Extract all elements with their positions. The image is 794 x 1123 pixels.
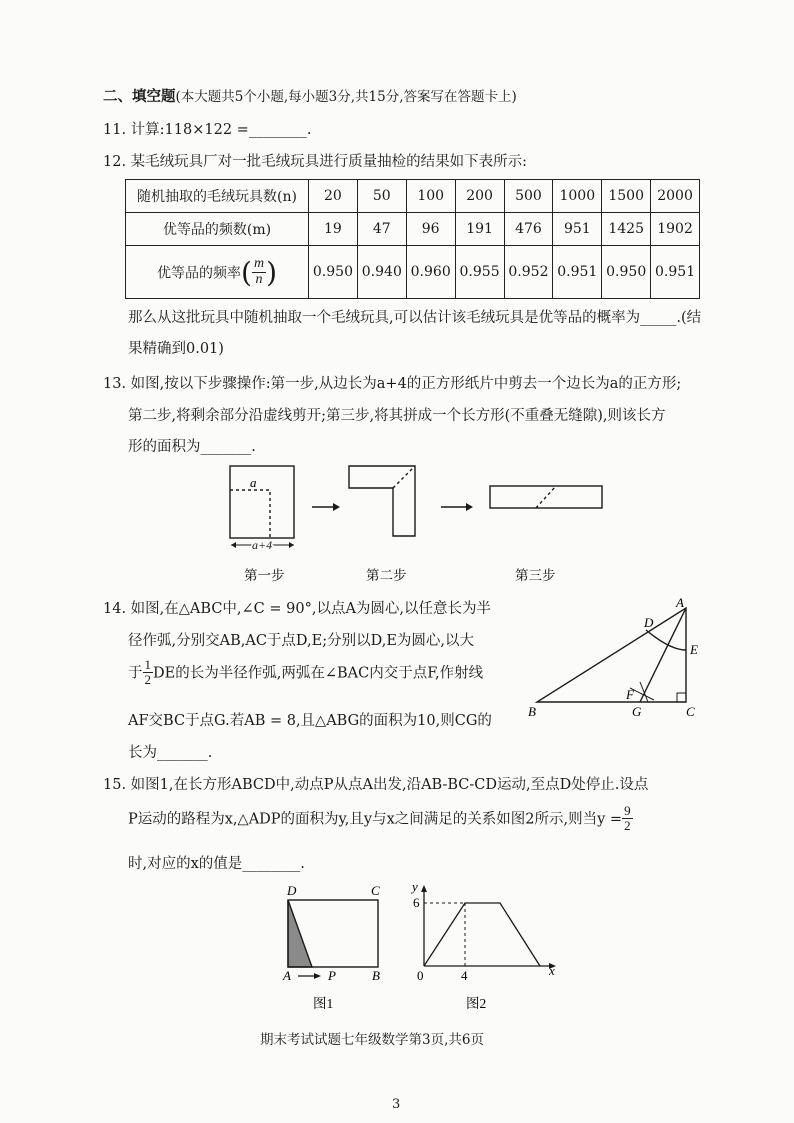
arrow-left <box>231 542 236 548</box>
table-cell: 0.950 <box>309 246 358 299</box>
fig1-B: B <box>372 968 380 983</box>
q15-fraction <box>622 804 633 832</box>
table-cell: 191 <box>455 213 504 246</box>
q14-line3-pre: 于 <box>128 665 143 682</box>
label-a4: a+4 <box>252 538 273 552</box>
q12-intro: 某毛绒玩具厂对一批毛绒玩具进行质量抽检的结果如下表所示: <box>130 154 528 170</box>
q15-line3 <box>128 852 305 873</box>
q15-line2-text: P运动的路程为x,△ADP的面积为y,且y与x之间满足的关系如图2所示,则当y = <box>128 811 623 828</box>
q11-number: 11. <box>103 122 127 138</box>
q12-line1-text: 那么从这批玩具中随机抽取一个毛绒玩具,可以估计该毛绒玩具是优等品的概率为 <box>128 310 641 326</box>
q14-line5-text: 长为 <box>128 745 157 761</box>
table-cell: 0.952 <box>504 246 553 299</box>
shaded-triangle-adp <box>288 900 312 967</box>
fig1-caption: 图1 <box>313 996 334 1011</box>
fig2-y: y <box>412 879 418 894</box>
frac-num: 9 <box>624 803 631 818</box>
paren-right: ) <box>266 255 277 289</box>
q11-text: 计算:118×122 = <box>130 122 249 138</box>
q13-step1-figure <box>230 466 294 548</box>
fig2-zero: 0 <box>417 968 424 983</box>
q14-line1-text: 如图,在△ABC中,∠C = 90°,以点A为圆心,以任意长为半 <box>130 601 492 617</box>
q13-number: 13. <box>103 376 127 392</box>
graph-line <box>424 903 540 966</box>
table-cell: 50 <box>357 180 406 213</box>
q11-end: . <box>306 122 312 138</box>
q13-step2-figure <box>349 466 415 536</box>
q14-line3 <box>128 658 483 686</box>
table-cell: 0.955 <box>455 246 504 299</box>
frac-den: 2 <box>144 671 151 687</box>
fig2-caption: 图2 <box>466 996 487 1011</box>
table-cell: 0.950 <box>602 246 651 299</box>
fig1-A: A <box>283 968 291 983</box>
q13-line2: 第二步,将剩余部分沿虚线剪开;第三步,将其拼成一个长方形(不重叠无缝隙),则该长方 <box>128 408 666 424</box>
table-cell: 1000 <box>553 180 602 213</box>
q12-blank: _____ <box>640 310 677 326</box>
table-cell: 951 <box>553 213 602 246</box>
q13-line1-text: 如图,按以下步骤操作:第一步,从边长为a+4的正方形纸片中剪去一个边长为a的正方形; <box>130 376 682 392</box>
table-cell: 19 <box>309 213 358 246</box>
table-cell: 1902 <box>651 213 700 246</box>
label-a: a <box>250 475 257 490</box>
caption-step1: 第一步 <box>244 568 285 583</box>
step-arrow-1 <box>312 503 340 511</box>
table-head-n: 随机抽取的毛绒玩具数(n) <box>126 180 309 213</box>
caption-step3: 第三步 <box>515 568 556 583</box>
table-cell: 500 <box>504 180 553 213</box>
q15-number: 15. <box>103 777 127 793</box>
page-footer: 期末考试试题七年级数学第3页,共6页 <box>260 1032 484 1048</box>
caption-step2: 第二步 <box>366 568 407 583</box>
q12-line2: 果精确到0.01) <box>128 341 224 357</box>
q11-blank: ________ <box>248 122 307 138</box>
table-head-m: 优等品的频数(m) <box>126 213 309 246</box>
q14-line1 <box>103 597 491 618</box>
pt-C: C <box>686 704 695 719</box>
section-note: (本大题共5个小题,每小题3分,共15分,答案写在答题卡上) <box>175 89 517 105</box>
table-cell: 1500 <box>602 180 651 213</box>
fig2-x: x <box>549 963 555 978</box>
q14-line4: AF交BC于点G.若AB = 8,且△ABG的面积为10,则CG的 <box>128 713 492 729</box>
l-shape <box>349 466 415 536</box>
pt-E: E <box>690 642 698 657</box>
q14-line2: 径作弧,分别交AB,AC于点D,E;分别以D,E为圆心,以大 <box>128 633 475 649</box>
table-cell: 20 <box>309 180 358 213</box>
pt-G: G <box>632 704 642 719</box>
step-arrow-2 <box>441 503 473 511</box>
q13-blank: _______ <box>200 439 252 455</box>
arc-de <box>646 630 686 650</box>
table-cell: 200 <box>455 180 504 213</box>
q14-figure <box>537 608 686 702</box>
seam-line <box>536 486 556 508</box>
pt-B: B <box>528 704 536 719</box>
frac-num: 1 <box>144 657 151 672</box>
q15-line1-text: 如图1,在长方形ABCD中,动点P从点A出发,沿AB-BC-CD运动,至点D处停止.设点 <box>130 777 649 793</box>
fig2-four: 4 <box>461 968 468 983</box>
q13-line3-text: 形的面积为 <box>128 439 201 455</box>
freq-head-text: 优等品的频率 <box>157 265 241 281</box>
frac-num: m <box>253 255 265 271</box>
pt-A: A <box>676 595 684 610</box>
q15-fig2 <box>421 885 556 969</box>
table-cell: 96 <box>406 213 455 246</box>
paren-left: ( <box>241 255 252 289</box>
table-cell: 1425 <box>602 213 651 246</box>
frac-den: 2 <box>624 817 631 833</box>
table-cell: 100 <box>406 180 455 213</box>
table-cell: 0.960 <box>406 246 455 299</box>
q14-number: 14. <box>103 601 127 617</box>
frac-den: n <box>255 271 263 287</box>
pt-F: F <box>626 687 634 702</box>
q14-fraction <box>143 658 154 686</box>
fig1-D: D <box>287 883 297 898</box>
inner-cut-line <box>230 490 270 538</box>
q15-line3-text: 时,对应的x的值是 <box>128 856 243 872</box>
q15-line3-end: . <box>300 856 305 872</box>
section-title: 二、填空题 <box>103 88 176 105</box>
table-cell: 0.951 <box>553 246 602 299</box>
outer-square <box>230 466 294 538</box>
table-cell: 47 <box>357 213 406 246</box>
q13-line3-end: . <box>251 439 256 455</box>
q12-number: 12. <box>103 154 127 170</box>
q15-line2 <box>128 804 633 832</box>
table-cell: 2000 <box>651 180 700 213</box>
q14-line5-end: . <box>207 745 213 761</box>
fig1-C: C <box>371 883 380 898</box>
diagonal-cut <box>393 466 415 488</box>
pt-D: D <box>644 615 654 630</box>
table-cell: 0.940 <box>357 246 406 299</box>
page-number: 3 <box>392 1097 401 1112</box>
fig2-six: 6 <box>413 895 420 910</box>
q14-blank: _______ <box>157 745 208 761</box>
arrow-right <box>289 542 294 548</box>
q12-line1-end: .(结 <box>676 310 702 326</box>
table-cell: 0.951 <box>651 246 700 299</box>
table-cell: 476 <box>504 213 553 246</box>
y-axis-arrow <box>421 885 427 892</box>
q15-blank: ________ <box>242 856 301 872</box>
q14-line5 <box>128 741 212 762</box>
q15-line1 <box>103 773 648 794</box>
motion-arrow-head <box>314 973 321 979</box>
fig1-P: P <box>328 968 336 983</box>
right-angle-mark <box>677 693 686 702</box>
q14-line3-post: DE的长为半径作弧,两弧在∠BAC内交于点F,作射线 <box>153 665 484 682</box>
q13-step3-figure <box>490 486 602 508</box>
